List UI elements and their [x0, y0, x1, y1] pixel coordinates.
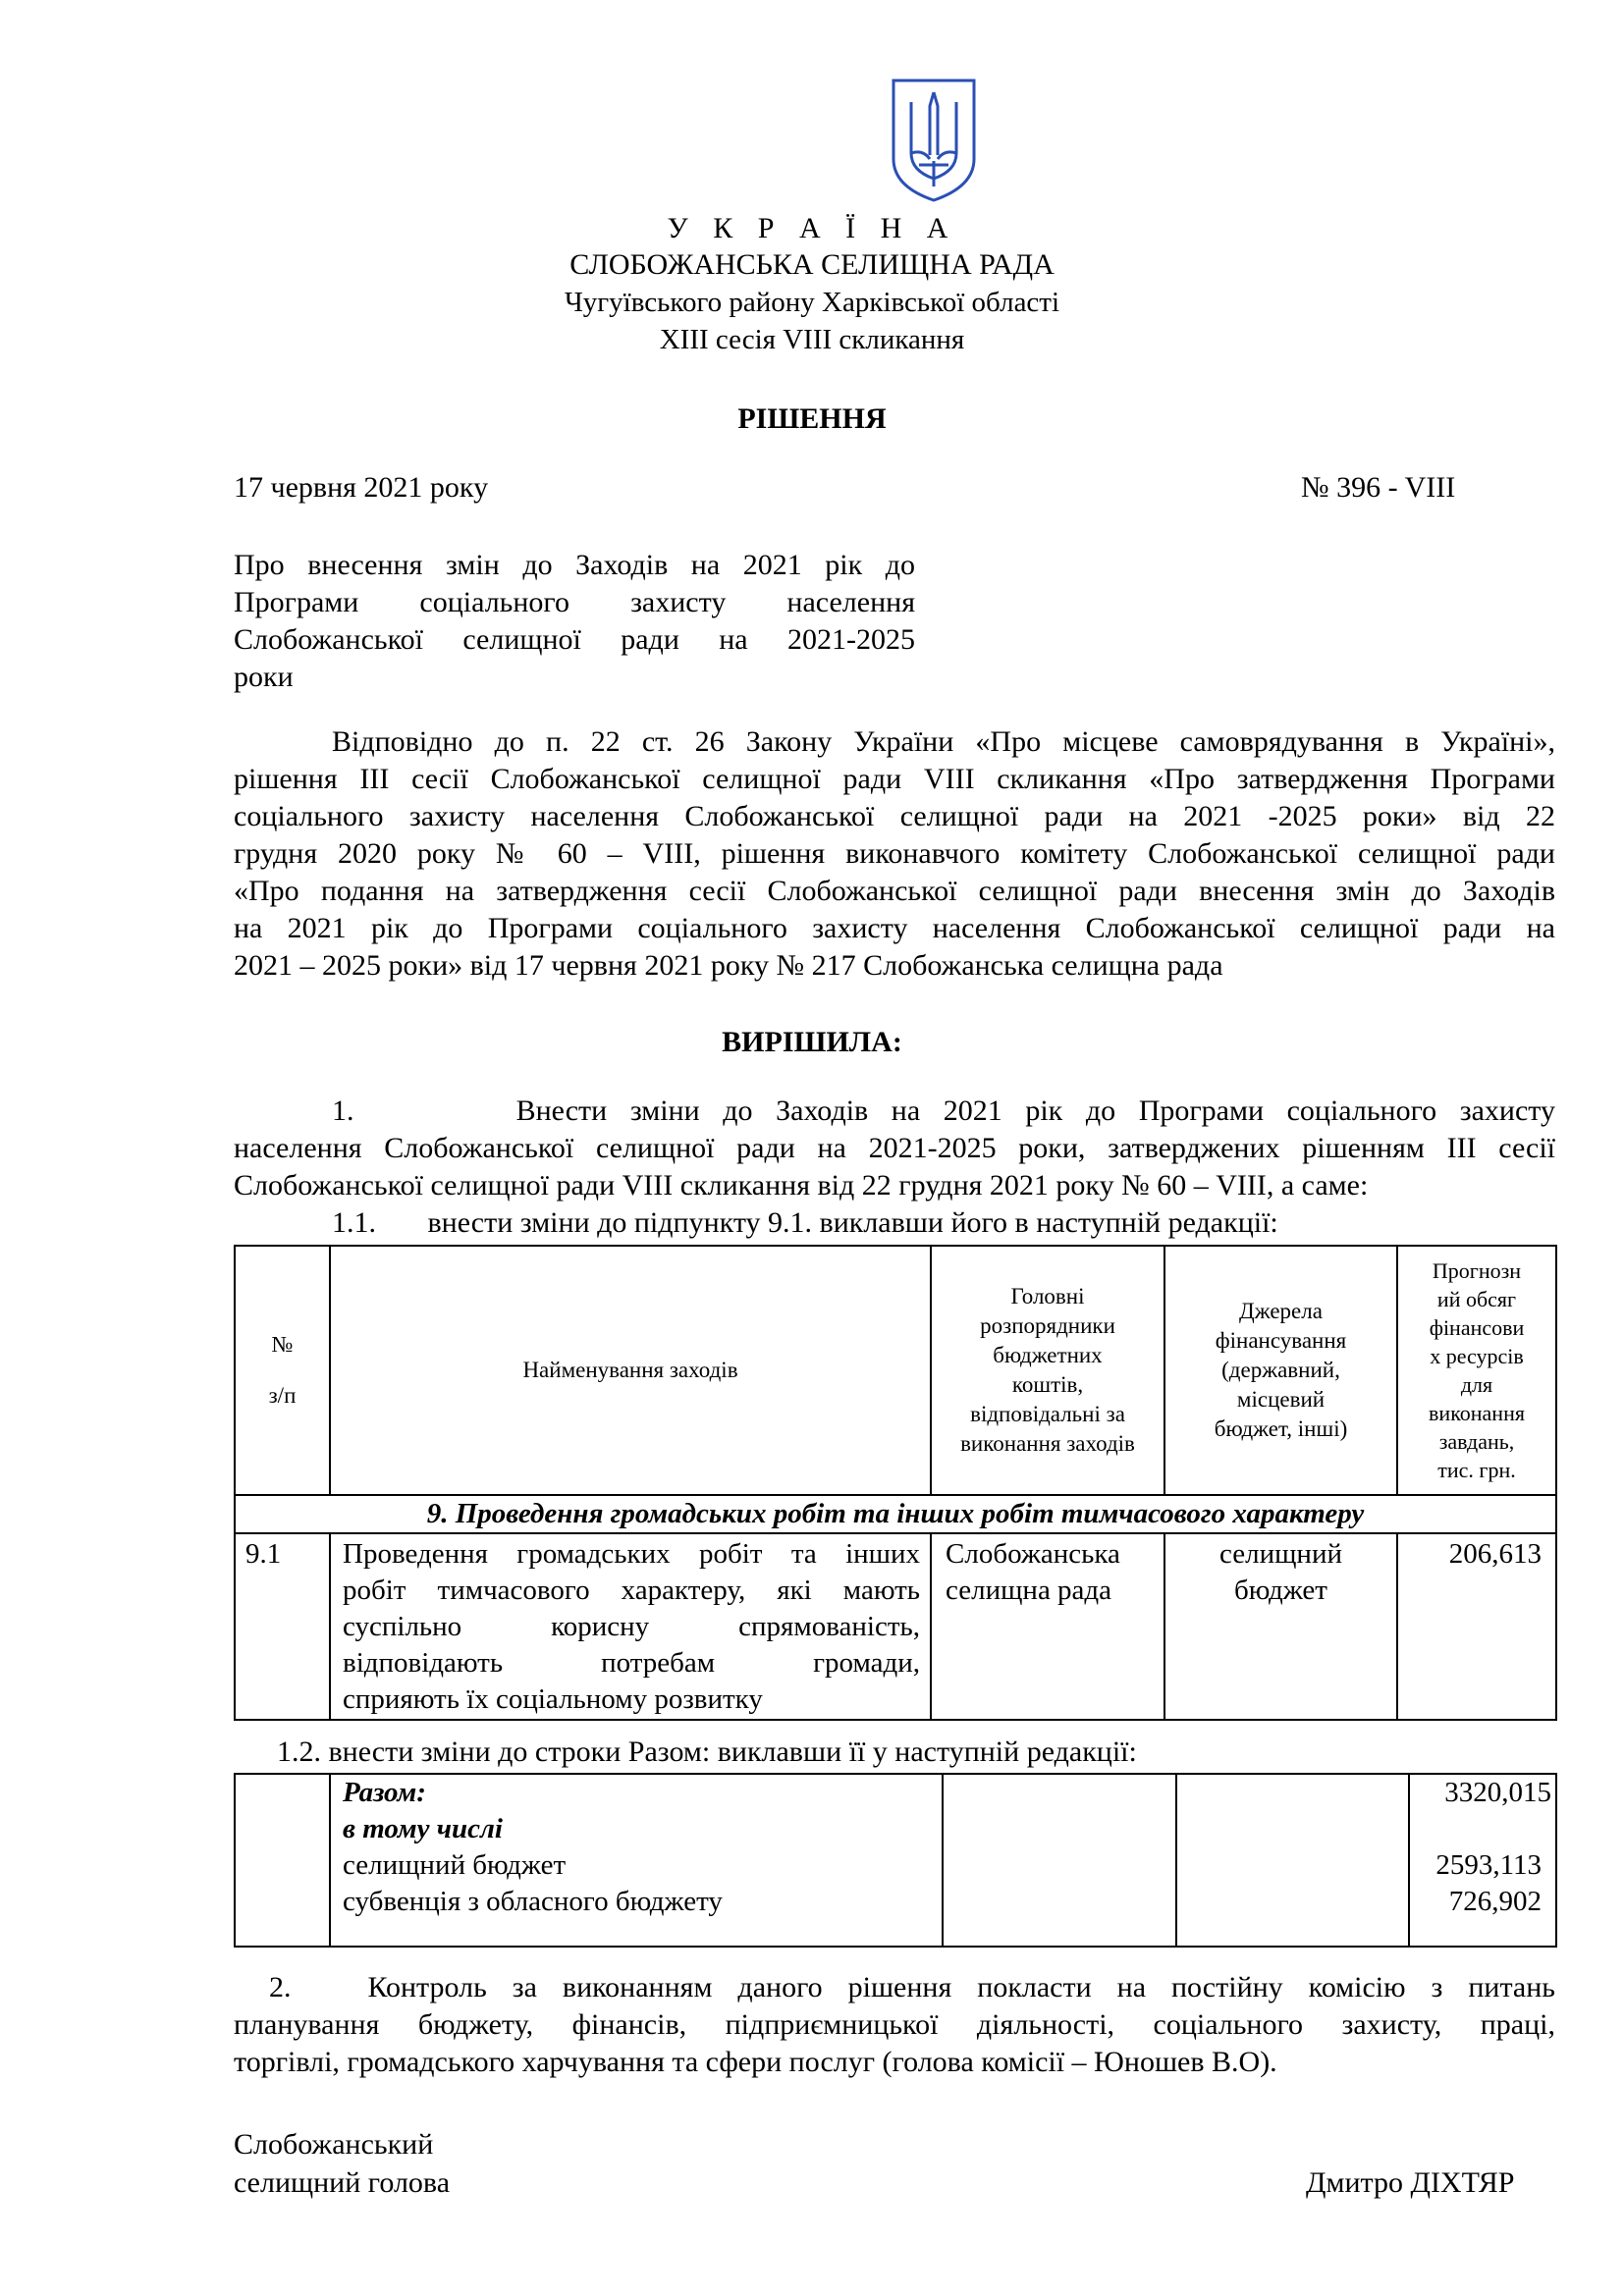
header-num: № з/п [235, 1246, 330, 1495]
total-value: 3320,015 [1444, 1777, 1551, 1808]
preamble-line: 2021 – 2025 роки» від 17 червня 2021 року № 217 Слобожанська селищна рада [234, 949, 1223, 982]
item-1-1-line: 1.1. внести зміни до підпункту 9.1. виклавши його в наступній редакції: [332, 1206, 1278, 1239]
signature-title-2: селищний голова [234, 2166, 451, 2199]
item-1-line: населення Слобожанської селищної ради на 2021-2025 роки, затверджених рішенням ІІІ сесії [234, 1132, 1555, 1164]
header-managers: Головні розпорядники бюджетних коштів, відповідальні за виконання заходів [931, 1246, 1164, 1495]
item-1-line: 1. Внести зміни до Заходів на 2021 рік до Програми соціального захисту [332, 1095, 1555, 1127]
preamble-line: соціального захисту населення Слобожанської селищної ради на 2021 -2025 роки» від 22 [234, 800, 1555, 832]
signature-name: Дмитро ДІХТЯР [1306, 2166, 1515, 2199]
preamble-line: Відповідно до п. 22 ст. 26 Закону України «Про місцеве самоврядування в Україні», [332, 725, 1555, 758]
subvention-label: субвенція з обласного бюджету [343, 1886, 723, 1917]
subject-line: Програми соціального захисту населення [234, 586, 915, 618]
coat-of-arms-icon [890, 77, 978, 204]
doc-type-title: РІШЕННЯ [737, 402, 887, 435]
preamble-line: «Про подання на затвердження сесії Слобожанської селищної ради внесення змін до Заходів [234, 875, 1555, 907]
row-manager: Слобожанська селищна рада [931, 1533, 1164, 1720]
preamble-line: грудня 2020 року № 60 – VIII, рішення виконавчого комітету Слобожанської селищної ради [234, 837, 1555, 870]
totals-row [235, 1774, 1556, 1947]
resolved-heading: ВИРІШИЛА: [722, 1026, 902, 1058]
totals-table [234, 1773, 1557, 1948]
measures-table [234, 1245, 1557, 1721]
subject-line: Слобожанської селищної ради на 2021-2025 [234, 623, 915, 656]
item-1-line: Слобожанської селищної ради VIII скликання від 22 грудня 2021 року № 60 – VIІІ, а саме: [234, 1169, 1369, 1201]
budget-label: селищний бюджет [343, 1849, 567, 1881]
item-2-line: 2. Контроль за виконанням даного рішення покласти на постійну комісію з питань [269, 1971, 1555, 2003]
item-2-line: торгівлі, громадського харчування та сфери послуг (голова комісії – Юношев В.О). [234, 2046, 1277, 2078]
item-1-2-line: 1.2. внести зміни до строки Разом: виклавши її у наступній редакції: [277, 1735, 1137, 1768]
table-row [235, 1533, 1556, 1720]
row-amount: 206,613 [1397, 1533, 1556, 1720]
section-row [235, 1495, 1556, 1533]
totals-empty-source [1176, 1774, 1409, 1947]
subject-line: Про внесення змін до Заходів на 2021 рік до [234, 549, 915, 581]
header-forecast: Прогнозн ий обсяг фінансови х ресурсів для виконання завдань, тис. грн. [1397, 1246, 1556, 1495]
session-line: XIII сесія VIII скликання [659, 324, 965, 355]
subject-line: роки [234, 661, 294, 693]
country-title: У К Р А Ї Н А [667, 212, 957, 244]
preamble-line: на 2021 рік до Програми соціального захисту населення Слобожанської селищної ради на [234, 912, 1555, 944]
item-1 [234, 1093, 1555, 1242]
incl-label: в тому числі [343, 1813, 503, 1844]
district-line: Чугуївського району Харківської області [564, 287, 1060, 318]
row-name: Проведення громадських робіт та інших робіт тимчасового характеру, які мають суспільно корисну спрямованість, відповідають потребам громади, сприяють їх соціальному розвитку [330, 1533, 931, 1720]
doc-number: № 396 - VIII [1301, 471, 1456, 504]
subvention-value: 726,902 [1448, 1886, 1542, 1917]
preamble-line: рішення ІІІ сесії Слобожанської селищної ради VIII скликання «Про затвердження Програми [234, 763, 1555, 795]
section-title: 9. Проведення громадських робіт та інших робіт тимчасового характеру [235, 1495, 1556, 1533]
budget-value: 2593,113 [1435, 1849, 1542, 1881]
totals-empty-manager [943, 1774, 1176, 1947]
table-header-row [235, 1246, 1556, 1495]
item-2 [234, 1969, 1555, 2081]
header-name: Найменування заходів [330, 1246, 931, 1495]
totals-values [1409, 1774, 1556, 1947]
doc-date: 17 червня 2021 року [234, 471, 489, 504]
doc-subject [234, 547, 915, 696]
item-2-line: планування бюджету, фінансів, підприємницької діяльності, соціального захисту, праці, [234, 2008, 1555, 2041]
header-sources: Джерела фінансування (державний, місцевий бюджет, інші) [1164, 1246, 1397, 1495]
row-source: селищний бюджет [1164, 1533, 1397, 1720]
preamble [234, 723, 1555, 985]
totals-empty-num [235, 1774, 330, 1947]
row-num: 9.1 [235, 1533, 330, 1720]
total-label: Разом: [343, 1777, 426, 1808]
signature-title-1: Слобожанський [234, 2128, 434, 2161]
totals-labels [330, 1774, 943, 1947]
council-title: СЛОБОЖАНСЬКА СЕЛИЩНА РАДА [569, 248, 1055, 281]
